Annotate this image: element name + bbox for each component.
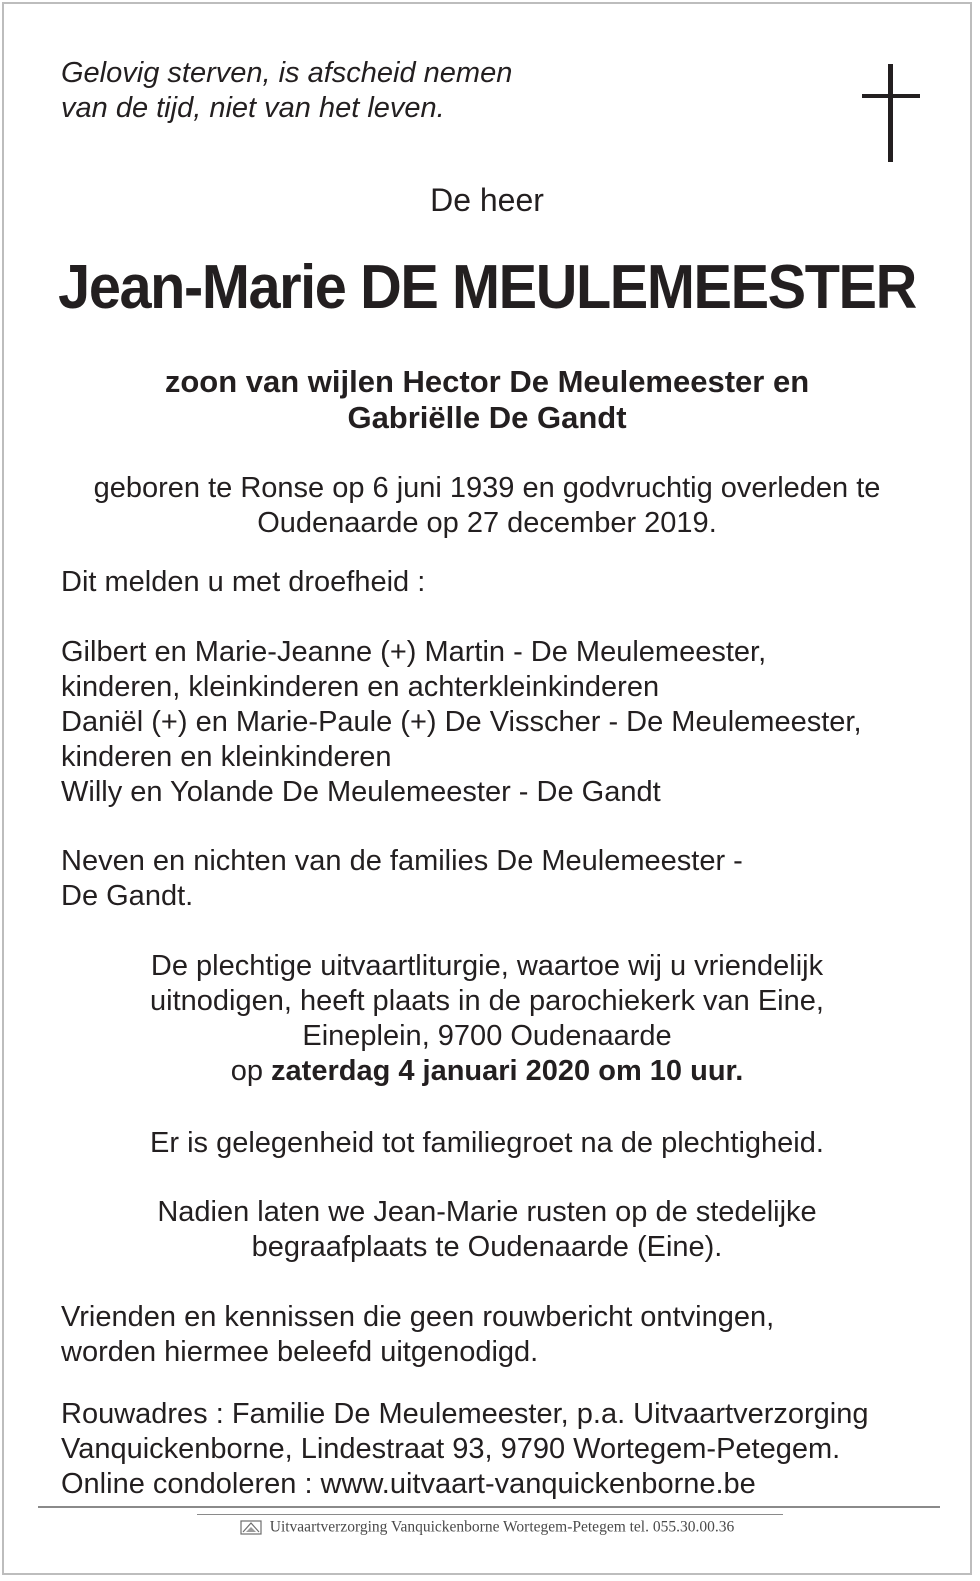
relatives-line: Willy en Yolande De Meulemeester - De Gandt: [61, 776, 661, 808]
funeral-line-2: uitnodigen, heeft plaats in de parochiekerk van Eine,: [150, 985, 824, 1017]
cousins-line-1: Neven en nichten van de families De Meulemeester -: [61, 845, 743, 877]
cousins: [61, 844, 743, 914]
relatives-line: kinderen, kleinkinderen en achterkleinkinderen: [61, 671, 660, 703]
funeral-line-3: Eineplein, 9700 Oudenaarde: [302, 1020, 672, 1052]
cousins-line-2: De Gandt.: [61, 880, 194, 912]
divider: [38, 1506, 940, 1508]
friends-invitation: [61, 1300, 774, 1370]
footer-text: Uitvaartverzorging Vanquickenborne Wortegem-Petegem tel. 055.30.00.36: [269, 1518, 735, 1536]
relatives-line: Daniël (+) en Marie-Paule (+) De Visscher - De Meulemeester,: [61, 706, 862, 738]
death-notice: [2, 2, 972, 1575]
burial: [4, 1195, 970, 1265]
parents-line-1: zoon van wijlen Hector De Meulemeester en: [164, 364, 810, 399]
online-condolence: Online condoleren : www.uitvaart-vanquickenborne.be: [61, 1468, 756, 1500]
motto-line-1: Gelovig sterven, is afscheid nemen: [61, 57, 513, 89]
deceased-name: Jean-Marie DE MEULEMEESTER: [58, 253, 916, 322]
friends-line-2: worden hiermee beleefd uitgenodigd.: [61, 1336, 539, 1368]
relatives-line: kinderen en kleinkinderen: [61, 741, 392, 773]
funeral-home-logo-icon: [240, 1519, 262, 1536]
funeral-date: op zaterdag 4 januari 2020 om 10 uur.: [230, 1055, 744, 1087]
address-line-2: Vanquickenborne, Lindestraat 93, 9790 Wortegem-Petegem.: [61, 1433, 841, 1465]
birth-death-line-2: Oudenaarde op 27 december 2019.: [257, 507, 717, 539]
funeral-details: [4, 949, 970, 1089]
burial-line-1: Nadien laten we Jean-Marie rusten op de stedelijke: [157, 1196, 817, 1228]
motto: [61, 56, 512, 126]
mourning-address: [61, 1397, 869, 1502]
parents: [4, 364, 970, 436]
friends-line-1: Vrienden en kennissen die geen rouwbericht ontvingen,: [61, 1301, 775, 1333]
footer: [4, 1517, 970, 1537]
footer-divider: [197, 1514, 783, 1515]
parents-line-2: Gabriëlle De Gandt: [347, 400, 627, 435]
birth-death: [4, 471, 970, 541]
cross-icon: [862, 64, 920, 162]
announcement: Dit melden u met droefheid :: [61, 566, 426, 598]
funeral-date-bold: zaterdag 4 januari 2020 om 10 uur.: [271, 1055, 744, 1087]
address-line-1: Rouwadres : Familie De Meulemeester, p.a. Uitvaartverzorging: [61, 1398, 869, 1430]
funeral-line-1: De plechtige uitvaartliturgie, waartoe wij u vriendelijk: [150, 950, 824, 982]
title-prefix: De heer: [430, 182, 544, 218]
relatives-list: [61, 635, 862, 810]
motto-line-2: van de tijd, niet van het leven.: [61, 92, 445, 124]
relatives-line: Gilbert en Marie-Jeanne (+) Martin - De Meulemeester,: [61, 636, 767, 668]
birth-death-line-1: geboren te Ronse op 6 juni 1939 en godvruchtig overleden te: [93, 472, 881, 504]
gathering: Er is gelegenheid tot familiegroet na de plechtigheid.: [150, 1127, 824, 1159]
burial-line-2: begraafplaats te Oudenaarde (Eine).: [251, 1231, 723, 1263]
